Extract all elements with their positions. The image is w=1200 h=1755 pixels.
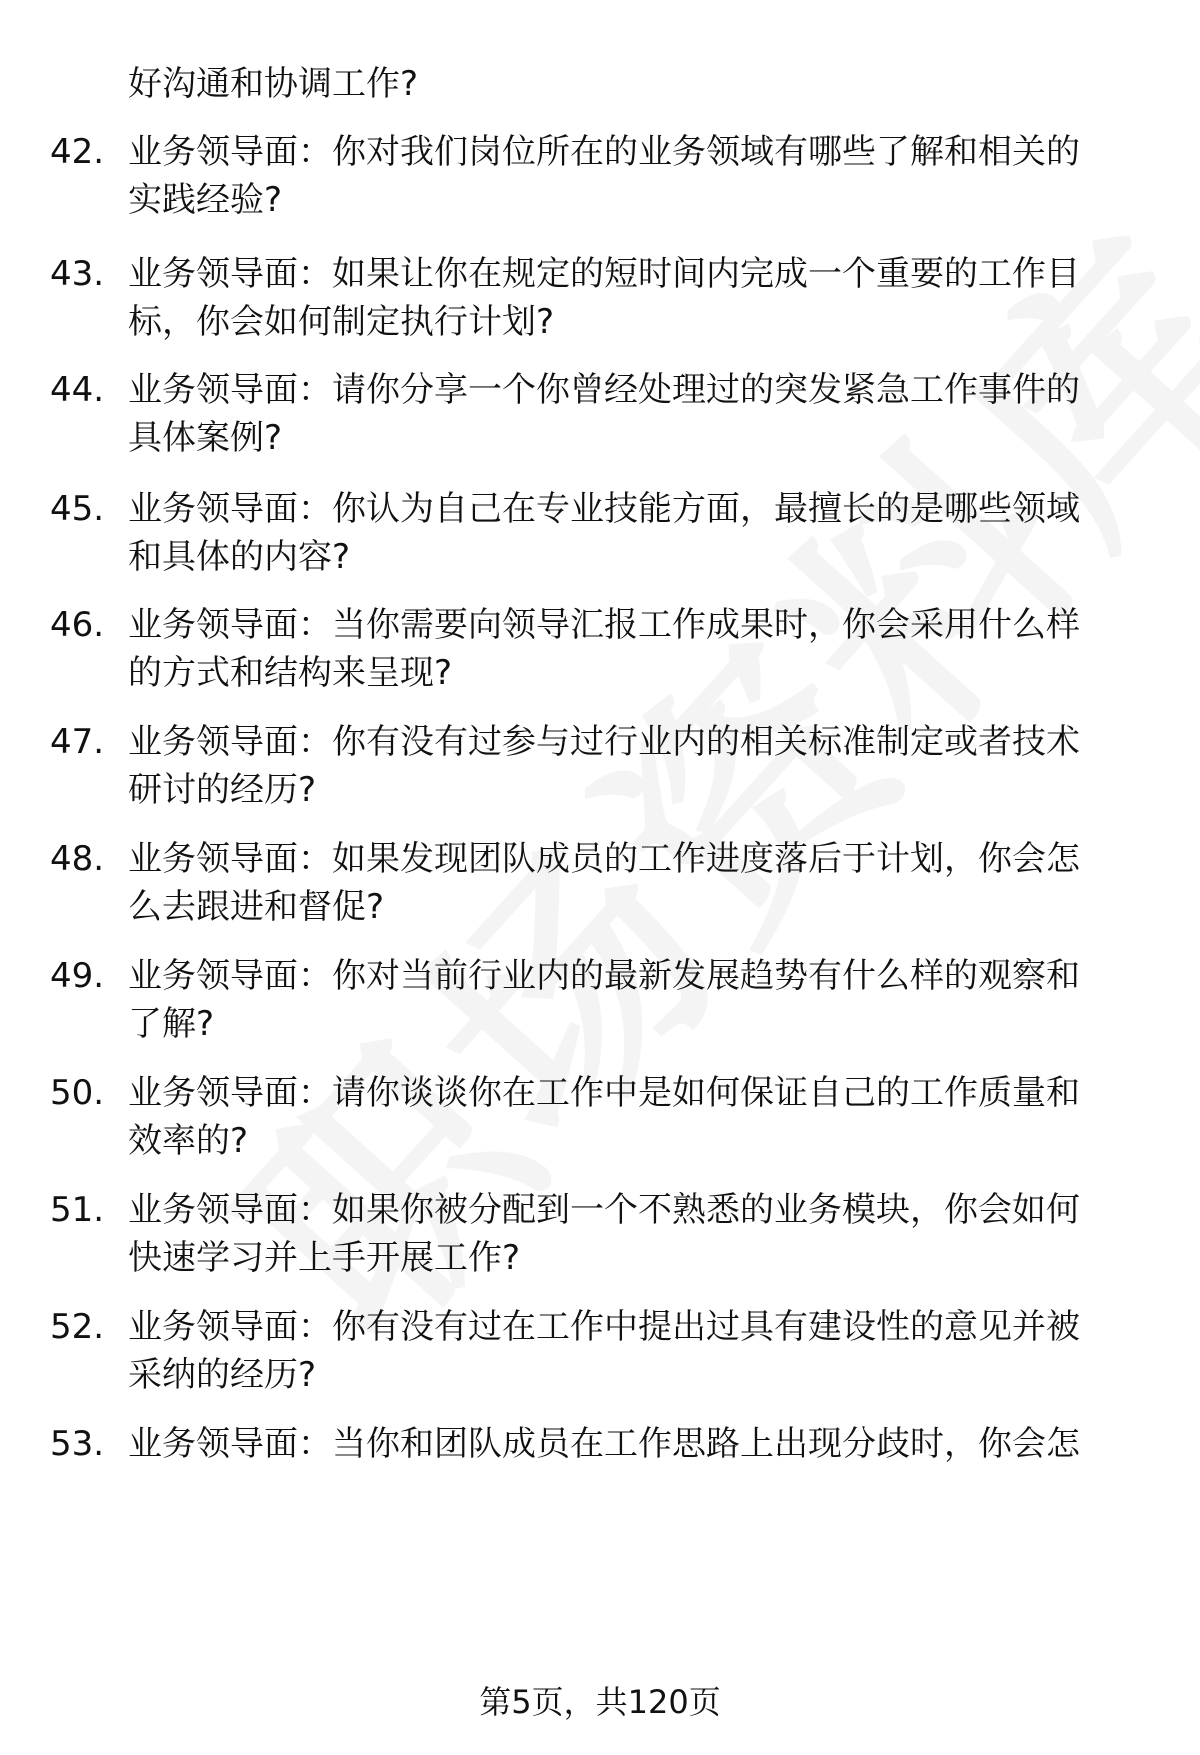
- continued-question-text: 好沟通和协调工作?: [128, 64, 419, 104]
- question-text-line-1: 业务领导面：当你和团队成员在工作思路上出现分歧时，你会怎: [128, 1424, 1080, 1464]
- question-number: 43.: [50, 254, 105, 294]
- question-text-line-1: 业务领导面：请你谈谈你在工作中是如何保证自己的工作质量和: [128, 1073, 1080, 1113]
- question-number: 53.: [50, 1424, 105, 1464]
- question-text-line-2: 的方式和结构来呈现?: [128, 653, 453, 693]
- question-text-line-1: 业务领导面：你有没有过在工作中提出过具有建设性的意见并被: [128, 1307, 1080, 1347]
- question-number: 48.: [50, 839, 105, 879]
- question-text-line-2: 和具体的内容?: [128, 537, 351, 577]
- question-number: 45.: [50, 489, 105, 529]
- question-number: 51.: [50, 1190, 105, 1230]
- question-text-line-2: 研讨的经历?: [128, 770, 317, 810]
- question-number: 49.: [50, 956, 105, 996]
- question-text-line-1: 业务领导面：你认为自己在专业技能方面，最擅长的是哪些领域: [128, 489, 1080, 529]
- question-number: 47.: [50, 722, 105, 762]
- question-text-line-1: 业务领导面：你有没有过参与过行业内的相关标准制定或者技术: [128, 722, 1080, 762]
- question-text-line-2: 了解?: [128, 1004, 215, 1044]
- question-text-line-2: 实践经验?: [128, 180, 283, 220]
- question-number: 42.: [50, 132, 105, 172]
- question-text-line-2: 快速学习并上手开展工作?: [128, 1238, 521, 1278]
- question-text-line-2: 效率的?: [128, 1121, 249, 1161]
- question-number: 52.: [50, 1307, 105, 1347]
- question-text-line-2: 具体案例?: [128, 418, 283, 458]
- question-text-line-2: 采纳的经历?: [128, 1355, 317, 1395]
- question-number: 46.: [50, 605, 105, 645]
- question-text-line-1: 业务领导面：如果你被分配到一个不熟悉的业务模块，你会如何: [128, 1190, 1080, 1230]
- question-text-line-2: 标，你会如何制定执行计划?: [128, 302, 555, 342]
- question-text-line-1: 业务领导面：你对我们岗位所在的业务领域有哪些了解和相关的: [128, 132, 1080, 172]
- question-text-line-2: 么去跟进和督促?: [128, 887, 385, 927]
- question-text-line-1: 业务领导面：如果让你在规定的短时间内完成一个重要的工作目: [128, 254, 1080, 294]
- question-number: 44.: [50, 370, 105, 410]
- question-text-line-1: 业务领导面：如果发现团队成员的工作进度落后于计划，你会怎: [128, 839, 1080, 879]
- question-text-line-1: 业务领导面：请你分享一个你曾经处理过的突发紧急工作事件的: [128, 370, 1080, 410]
- question-text-line-1: 业务领导面：当你需要向领导汇报工作成果时，你会采用什么样: [128, 605, 1080, 645]
- page-number-footer: 第5页，共120页: [479, 1683, 721, 1721]
- question-number: 50.: [50, 1073, 105, 1113]
- question-text-line-1: 业务领导面：你对当前行业内的最新发展趋势有什么样的观察和: [128, 956, 1080, 996]
